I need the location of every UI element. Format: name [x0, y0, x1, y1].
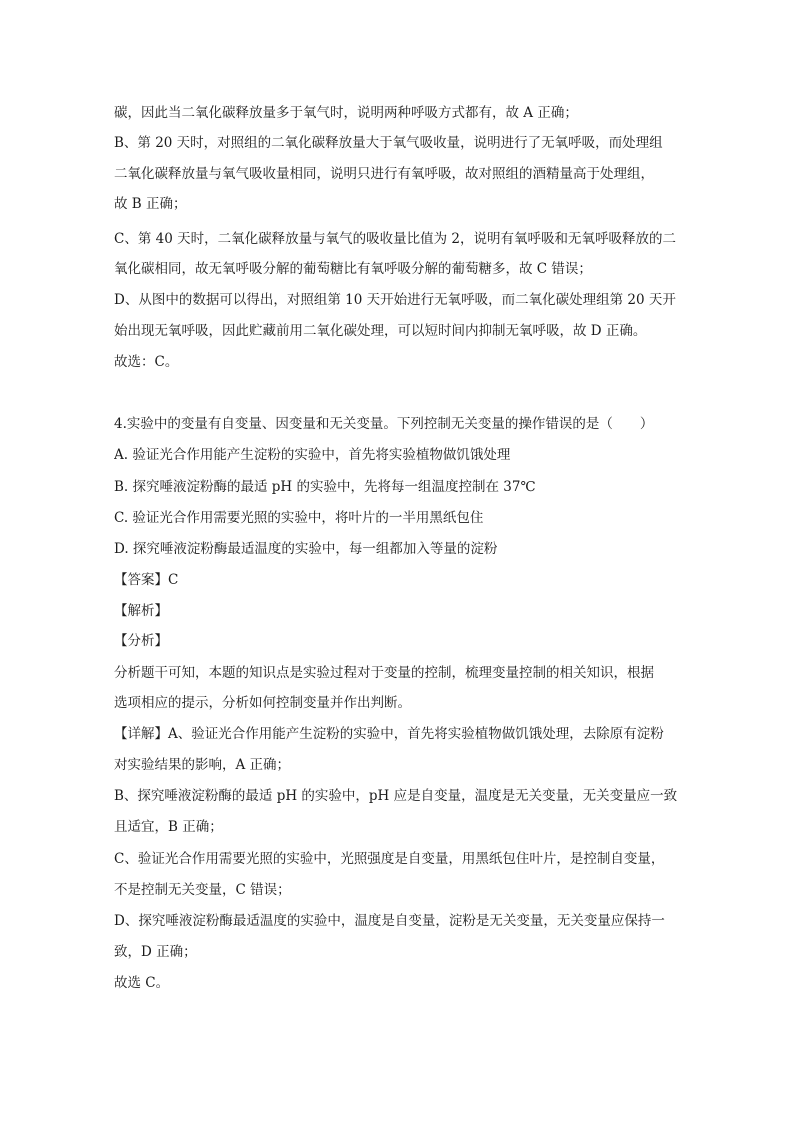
text-line: 氧化碳相同，故无氧呼吸分解的葡萄糖比有氧呼吸分解的葡萄糖多，故 C 错误； — [114, 261, 592, 277]
text-line: 故选 C。 — [114, 975, 170, 991]
text-line: 故选：C。 — [114, 354, 179, 370]
text-line: B、第 20 天时，对照组的二氧化碳释放量大于氧气吸收量，说明进行了无氧呼吸，而处理组 — [114, 135, 663, 151]
text-line: D、探究唾液淀粉酶最适温度的实验中，温度是自变量，淀粉是无关变量，无关变量应保持一 — [114, 913, 665, 929]
text-line: 二氧化碳释放量与氧气吸收量相同，说明只进行有氧呼吸，故对照组的酒精量高于处理组， — [114, 166, 654, 182]
text-line: 分析题干可知，本题的知识点是实验过程对于变量的控制，梳理变量控制的相关知识，根据 — [114, 665, 654, 681]
fenxi-heading: 【分析】 — [114, 633, 168, 649]
answer-heading: 【答案】C — [114, 572, 179, 588]
option-a: A. 验证光合作用能产生淀粉的实验中，首先将实验植物做饥饿处理 — [114, 447, 511, 463]
option-b: B. 探究唾液淀粉酶的最适 pH 的实验中，先将每一组温度控制在 37℃ — [114, 479, 536, 495]
text-line: 始出现无氧呼吸，因此贮藏前用二氧化碳处理，可以短时间内抑制无氧呼吸，故 D 正确。 — [114, 323, 647, 339]
text-line: 【详解】A、验证光合作用能产生淀粉的实验中，首先将实验植物做饥饿处理，去除原有淀粉 — [114, 726, 664, 742]
text-line: C、第 40 天时，二氧化碳释放量与氧气的吸收量比值为 2，说明有氧呼吸和无氧呼吸释放的二 — [114, 231, 676, 247]
text-line: 故 B 正确； — [114, 196, 187, 212]
text-line: B、探究唾液淀粉酶的最适 pH 的实验中，pH 应是自变量，温度是无关变量，无关变量应一致 — [114, 788, 678, 804]
text-line: 碳，因此当二氧化碳释放量多于氧气时，说明两种呼吸方式都有，故 A 正确； — [114, 105, 578, 121]
text-line: 对实验结果的影响，A 正确； — [114, 757, 291, 773]
option-c: C. 验证光合作用需要光照的实验中，将叶片的一半用黑纸包住 — [114, 510, 484, 526]
option-d: D. 探究唾液淀粉酶最适温度的实验中，每一组都加入等量的淀粉 — [114, 541, 498, 557]
question-stem: 4.实验中的变量有自变量、因变量和无关变量。下列控制无关变量的操作错误的是（ ） — [114, 416, 654, 432]
text-line: 且适宜，B 正确； — [114, 819, 223, 835]
analysis-heading: 【解析】 — [114, 603, 168, 619]
text-line: 致，D 正确； — [114, 944, 197, 960]
text-line: C、验证光合作用需要光照的实验中，光照强度是自变量，用黑纸包住叶片，是控制自变量， — [114, 851, 665, 867]
text-line: 选项相应的提示，分析如何控制变量并作出判断。 — [114, 695, 411, 711]
text-line: D、从图中的数据可以得出，对照组第 10 天开始进行无氧呼吸，而二氧化碳处理组第 20 天开 — [114, 292, 676, 308]
text-line: 不是控制无关变量，C 错误； — [114, 882, 291, 898]
